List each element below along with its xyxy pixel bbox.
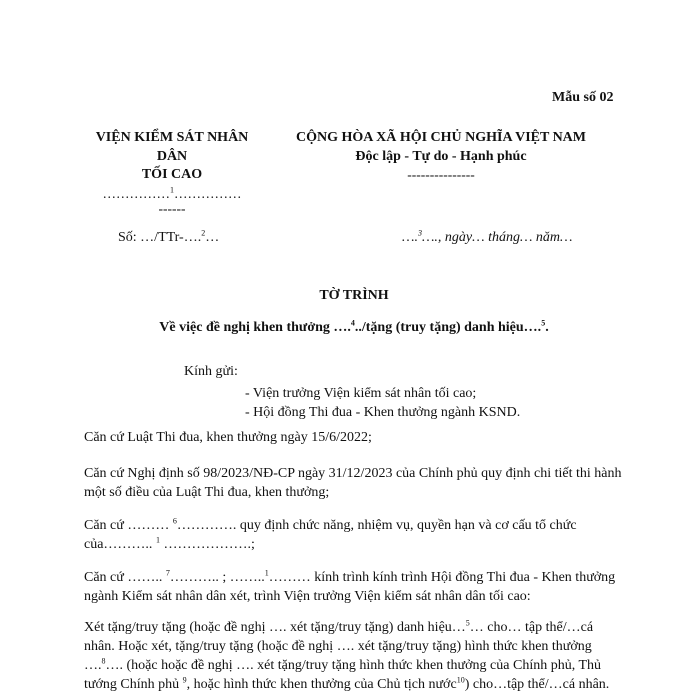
agency-name-line1: VIỆN KIỂM SÁT NHÂN [95, 130, 249, 145]
paragraph-legal-basis-2: Căn cứ Nghị định số 98/2023/NĐ-CP ngày 31/12/2023 của Chính phủ quy định chi tiết thi hành một số điều của Luật Thi đua, khen thưởng; [84, 466, 622, 500]
republic-title: CỘNG HÒA XÃ HỘI CHỦ NGHĨA VIỆT NAM [295, 130, 586, 145]
document-date: ….$^3$…., ngày… tháng… năm… [402, 228, 573, 245]
form-number: Mẫu số 02 [552, 90, 614, 105]
agency-name-line3: TỐI CAO [141, 167, 203, 182]
document-number: Số: …/TTr-….$^2$… [118, 228, 220, 245]
agency-name-line2: DÂN [156, 149, 188, 164]
paragraph-proposal: Xét tặng/truy tặng (hoặc đề nghị …. xét tặng/truy tặng) danh hiệu…$^5$… cho… tập thể/…cá nhân. Hoặc xét, tặng/truy tặng (hoặc đề nghị …. xét tặng/truy tặng) hình thức khen thưởng ….$^8$…. (hoặc hoặc đề nghị …. xét tặng/truy tặng hình thức khen thưởng của Chính phủ, Thủ tướng Chính phủ $^9$, hoặc hình thức khen thưởng của Chủ tịch nước$^{10}$) cho…tập thể/…cá nhân. [84, 618, 610, 692]
paragraph-legal-basis-4: Căn cứ …….. $^7$……….. ; ……..$^1$……… kính trình kính trình Hội đồng Thi đua - Khen thưởng ngành Kiểm sát nhân dân xét, trình Viện trưởng Viện kiểm sát nhân dân tối cao: [84, 568, 616, 604]
republic-underline: --------------- [407, 167, 475, 182]
paragraph-legal-basis-3: Căn cứ ……… $^6$…………. quy định chức năng, nhiệm vụ, quyền hạn và cơ cấu tổ chức của……….. $^1$ ……………….; [84, 516, 577, 552]
agency-sub-unit: ……………$^1$…………… [102, 185, 242, 201]
paragraph-legal-basis-1: Căn cứ Luật Thi đua, khen thưởng ngày 15/6/2022; [84, 430, 372, 445]
document-subject: Về việc đề nghị khen thưởng ….$^4$../tặng (truy tặng) danh hiệu….$^5$. [159, 318, 549, 335]
recipient-item: - Viện trưởng Viện kiểm sát nhân tối cao; [245, 386, 477, 401]
republic-motto: Độc lập - Tự do - Hạnh phúc [355, 149, 527, 164]
document-title: TỜ TRÌNH [319, 288, 389, 303]
recipient-item: - Hội đồng Thi đua - Khen thưởng ngành KSND. [245, 405, 521, 420]
agency-underline: ------ [158, 201, 186, 216]
recipients-label: Kính gửi: [184, 364, 238, 379]
